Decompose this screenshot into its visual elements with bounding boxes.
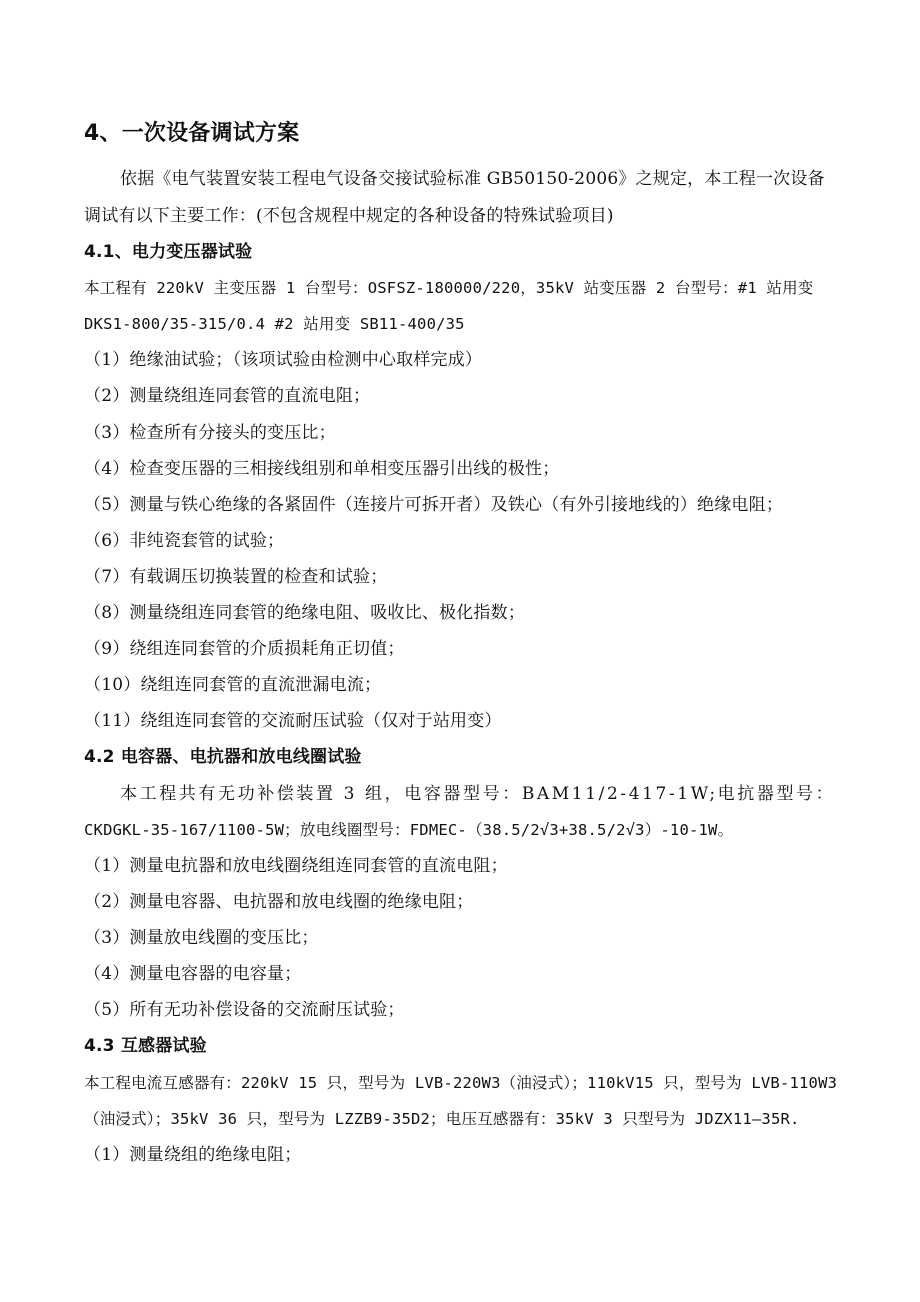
list-item: （6）非纯瓷套管的试验； bbox=[84, 531, 285, 551]
list-item: （4）检查变压器的三相接线组别和单相变压器引出线的极性； bbox=[84, 459, 560, 479]
intro-paragraph-line: 调试有以下主要工作：(不包含规程中规定的各种设备的特殊试验项目) bbox=[84, 206, 614, 226]
description-line: 本工程电流互感器有：220kV 15 只，型号为 LVB-220W3（油浸式）；110kV15 只，型号为 LVB-110W3 bbox=[84, 1074, 838, 1092]
list-item: （7）有载调压切换装置的检查和试验； bbox=[84, 567, 388, 587]
list-item: （5）所有无功补偿设备的交流耐压试验； bbox=[84, 1000, 405, 1020]
list-item: （3）测量放电线圈的变压比； bbox=[84, 928, 319, 948]
list-item: （2）测量绕组连同套管的直流电阻； bbox=[84, 386, 371, 406]
intro-paragraph-line: 依据《电气装置安装工程电气设备交接试验标准 GB50150-2006》之规定，本工程一次设备 bbox=[120, 169, 825, 189]
list-item: （5）测量与铁心绝缘的各紧固件（连接片可拆开者）及铁心（有外引接地线的）绝缘电阻； bbox=[84, 495, 784, 515]
description-line: 本工程有 220kV 主变压器 1 台型号：OSFSZ-180000/220，35kV 站变压器 2 台型号：#1 站用变 bbox=[84, 279, 814, 297]
list-item: （11）绕组连同套管的交流耐压试验（仅对于站用变） bbox=[84, 711, 502, 731]
list-item: （1）测量绕组的绝缘电阻； bbox=[84, 1145, 302, 1165]
description-line: CKDGKL-35-167/1100-5W；放电线圈型号：FDMEC-（38.5/2√3+38.5/2√3）-10-1W。 bbox=[84, 821, 734, 839]
list-item: （1）绝缘油试验；（该项试验由检测中心取样完成） bbox=[84, 350, 483, 370]
list-item: （10）绕组连同套管的直流泄漏电流； bbox=[84, 675, 382, 695]
list-item: （4）测量电容器的电容量； bbox=[84, 964, 302, 984]
list-item: （3）检查所有分接头的变压比； bbox=[84, 423, 336, 443]
list-item: （2）测量电容器、电抗器和放电线圈的绝缘电阻； bbox=[84, 892, 474, 912]
subsection-heading: 4.1、电力变压器试验 bbox=[84, 242, 253, 262]
list-item: （8）测量绕组连同套管的绝缘电阻、吸收比、极化指数； bbox=[84, 603, 526, 623]
list-item: （9）绕组连同套管的介质损耗角正切值； bbox=[84, 639, 405, 659]
description-line: DKS1-800/35-315/0.4 #2 站用变 SB11-400/35 bbox=[84, 315, 465, 333]
subsection-heading: 4.3 互感器试验 bbox=[84, 1036, 207, 1056]
section-title: 4、一次设备调试方案 bbox=[84, 121, 300, 146]
description-line: 本工程共有无功补偿装置 3 组，电容器型号：BAM11/2-417-1W;电抗器型号： bbox=[120, 784, 836, 804]
subsection-heading: 4.2 电容器、电抗器和放电线圈试验 bbox=[84, 747, 362, 767]
list-item: （1）测量电抗器和放电线圈绕组连同套管的直流电阻； bbox=[84, 856, 508, 876]
description-line: （油浸式）；35kV 36 只，型号为 LZZB9-35D2；电压互感器有：35kV 3 只型号为 JDZX11—35R. bbox=[84, 1110, 800, 1128]
